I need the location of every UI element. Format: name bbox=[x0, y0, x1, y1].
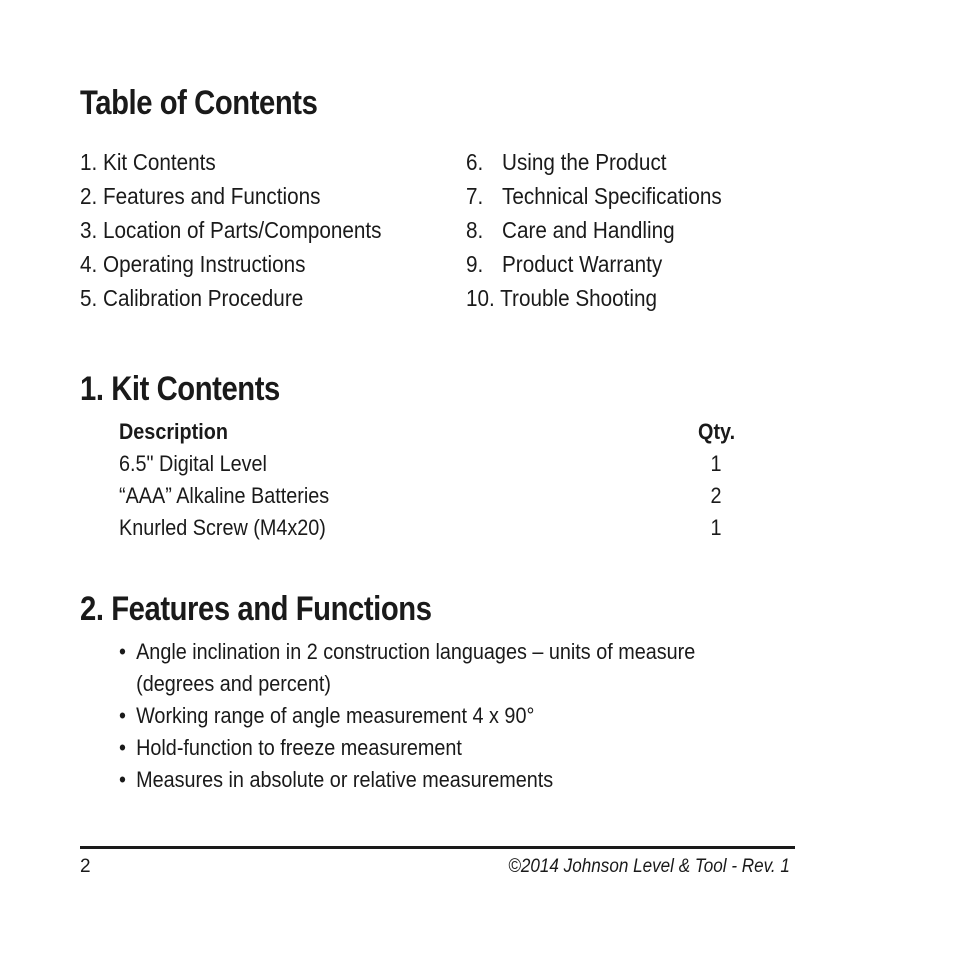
qty-column-header: Qty. bbox=[698, 419, 736, 444]
toc-item-label: Location of Parts/Components bbox=[103, 217, 382, 243]
toc-item[interactable]: 6. Using the Product bbox=[466, 149, 667, 175]
features-heading: 2. Features and Functions bbox=[80, 590, 432, 628]
toc-item-label: Calibration Procedure bbox=[103, 285, 304, 311]
bullet-icon: • bbox=[119, 639, 126, 664]
toc-item-label: Kit Contents bbox=[103, 149, 216, 175]
bullet-icon: • bbox=[119, 735, 126, 760]
table-row bbox=[119, 512, 739, 544]
list-item bbox=[119, 732, 749, 764]
item-qty: 1 bbox=[710, 515, 722, 540]
item-description: Knurled Screw (M4x20) bbox=[119, 515, 326, 540]
description-column-header: Description bbox=[119, 419, 228, 444]
feature-text-continued: (degrees and percent) bbox=[136, 671, 331, 696]
feature-text: Hold-function to freeze measurement bbox=[136, 735, 462, 760]
item-qty: 1 bbox=[710, 451, 722, 476]
toc-heading: Table of Contents bbox=[80, 84, 318, 122]
page-number: 2 bbox=[80, 856, 91, 877]
kit-contents-table bbox=[119, 416, 739, 544]
table-row bbox=[119, 480, 739, 512]
table-row bbox=[119, 448, 739, 480]
toc-item[interactable]: 8. Care and Handling bbox=[466, 217, 675, 243]
toc-item-label: Using the Product bbox=[502, 149, 667, 175]
toc-left-column bbox=[80, 145, 415, 315]
feature-text: Angle inclination in 2 construction languages – units of measure bbox=[136, 639, 696, 664]
feature-text: Working range of angle measurement 4 x 90° bbox=[136, 703, 535, 728]
toc-item-label: Features and Functions bbox=[103, 183, 321, 209]
item-qty: 2 bbox=[710, 483, 722, 508]
list-item bbox=[119, 700, 749, 732]
toc-item[interactable]: 5. Calibration Procedure bbox=[80, 285, 304, 311]
footer-divider bbox=[80, 846, 795, 849]
toc-item[interactable]: 4. Operating Instructions bbox=[80, 251, 306, 277]
bullet-icon: • bbox=[119, 703, 126, 728]
list-item bbox=[119, 636, 749, 700]
toc-item[interactable]: 1. Kit Contents bbox=[80, 149, 216, 175]
toc-item[interactable]: 3. Location of Parts/Components bbox=[80, 217, 382, 243]
toc-item[interactable]: 9. Product Warranty bbox=[466, 251, 663, 277]
feature-text: Measures in absolute or relative measurements bbox=[136, 767, 554, 792]
toc-item-label: Product Warranty bbox=[502, 251, 663, 277]
toc-item-label: Technical Specifications bbox=[502, 183, 722, 209]
item-description: “AAA” Alkaline Batteries bbox=[119, 483, 330, 508]
toc-item-label: Care and Handling bbox=[502, 217, 675, 243]
toc-item[interactable]: 7. Technical Specifications bbox=[466, 183, 722, 209]
toc-right-column bbox=[466, 145, 750, 315]
kit-contents-heading: 1. Kit Contents bbox=[80, 370, 280, 408]
bullet-icon: • bbox=[119, 767, 126, 792]
list-item bbox=[119, 764, 749, 796]
table-header-row bbox=[119, 416, 739, 448]
toc-item[interactable]: 10. Trouble Shooting bbox=[466, 285, 658, 311]
toc-item-label: Trouble Shooting bbox=[500, 285, 658, 311]
item-description: 6.5" Digital Level bbox=[119, 451, 267, 476]
features-list bbox=[119, 636, 819, 796]
copyright-notice: ©2014 Johnson Level & Tool - Rev. 1 bbox=[508, 856, 790, 877]
toc-item[interactable]: 2. Features and Functions bbox=[80, 183, 321, 209]
toc-item-label: Operating Instructions bbox=[103, 251, 306, 277]
